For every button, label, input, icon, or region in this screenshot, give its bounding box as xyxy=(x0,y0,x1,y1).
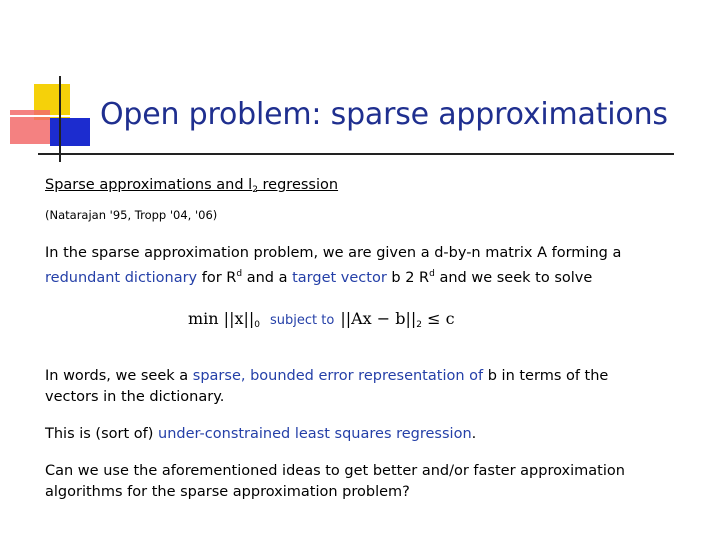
citation: (Natarajan '95, Tropp '04, '06) xyxy=(45,208,218,222)
p1-text-4: and a xyxy=(242,270,293,286)
subtitle-subscript: 2 xyxy=(252,185,258,195)
paragraph-regression xyxy=(45,424,685,445)
p3-highlight: under-constrained least squares regression xyxy=(158,426,472,442)
p4-line-2: algorithms for the sparse approximation problem? xyxy=(45,484,410,500)
p1-highlight-target: target vector xyxy=(292,270,387,286)
formula-right: ||Ax − b|| xyxy=(340,309,417,328)
p3-text-1: This is (sort of) xyxy=(45,426,159,442)
formula-right-tail: ≤ c xyxy=(422,309,455,328)
p1-text-3: for R xyxy=(197,270,237,286)
subtitle-tail: regression xyxy=(257,177,339,193)
decorative-squares-logo xyxy=(0,0,100,170)
p3-text-3: . xyxy=(471,426,477,442)
paragraph-in-words xyxy=(45,366,685,408)
formula-left-sub: 0 xyxy=(254,320,260,330)
p1-text-6: b 2 R xyxy=(386,270,430,286)
formula-left: min ||x|| xyxy=(188,309,255,328)
subtitle-text: Sparse approximations and l xyxy=(45,177,253,193)
formula-right-sub: 2 xyxy=(416,320,423,330)
p2-text-3: b in terms of the xyxy=(483,368,609,384)
p1-highlight-dictionary: redundant dictionary xyxy=(45,270,198,286)
p1-sup-2: d xyxy=(429,269,435,279)
section-subtitle xyxy=(45,177,338,195)
optimization-formula xyxy=(188,309,455,337)
paragraph-question xyxy=(45,461,685,503)
p1-text-7: and we seek to solve xyxy=(434,270,593,286)
p2-text-1: In words, we seek a xyxy=(45,368,193,384)
slide-title: Open problem: sparse approximations xyxy=(100,97,668,132)
formula-subject-to: subject to xyxy=(270,313,335,328)
p2-highlight: sparse, bounded error representation of xyxy=(192,368,484,384)
title-divider xyxy=(38,153,674,155)
p4-line-1: Can we use the aforementioned ideas to get better and/or faster approximation xyxy=(45,463,625,479)
p2-text-4: vectors in the dictionary. xyxy=(45,389,225,405)
p1-sup-1: d xyxy=(236,269,243,279)
p1-text-1: In the sparse approximation problem, we are given a d-by-n matrix A forming a xyxy=(45,245,622,261)
paragraph-problem xyxy=(45,243,685,289)
